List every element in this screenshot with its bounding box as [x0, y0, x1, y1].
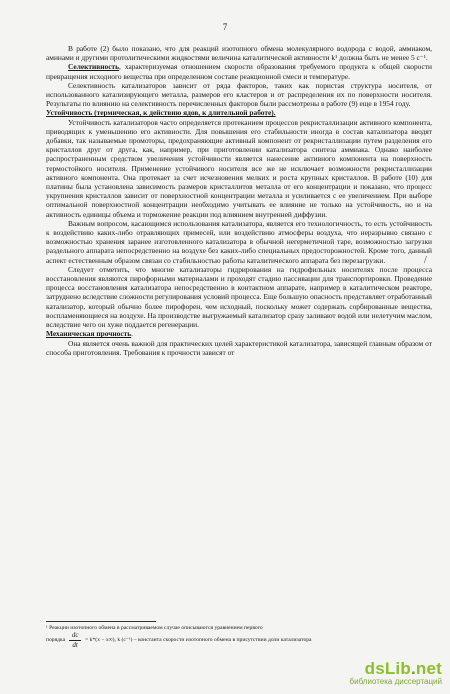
- fraction-denominator: dt: [72, 641, 78, 650]
- margin-checkmark-icon: /: [424, 255, 427, 266]
- footnote-line: ¹ Реакции изотопного обмена в рассматриваемом случае описываются уравнением первого: [46, 625, 263, 631]
- paragraph-text: В работе (2) было показано, что для реакций изотопного обмена молекулярного водорода с водой, аммиаком, аминами и другими протолитическими жидкостями величина каталитической активности k¹ должна быть не менее 5 с⁻¹.: [46, 44, 432, 63]
- paragraph-strength: [46, 339, 432, 357]
- paragraph-text: Следует отметить, что многие катализаторы гидрирования на гидрофильных носителях после процесса восстановления являются пирофорными материалами и проходят стадию пассивации для транспортировки. Проведение процесса восстановления катализатора непосредственно в контактном аппарате, например в каталитическом реакторе, затруднено вследствие сложности регулирования условий процесса. Еще большую опасность представляет отработанный катализатор, который обычно более пирофорен, чем исходный, поскольку может содержать сорбированные вещества, воспламеняющиеся на воздухе. На производстве выгружаемый катализатор сразу заливают водой или нелетучим маслом, вследствие чего он хуже поддается регенерации.: [46, 264, 432, 330]
- footnote: [46, 625, 432, 649]
- paragraph-text: , характеризуемая отношением скорости образования требуемого продукта к общей скорости превращения исходного вещества при определенном составе реакционной смеси и температуре.: [46, 62, 432, 81]
- logo-dot: .: [410, 659, 416, 678]
- paragraph-text: Селективность катализаторов зависит от ряда факторов, таких как пористая структура носителя, от использованного катализирующего металла, размеров его кластеров и от распределения их по поверхности носителя. Результаты по влиянию на селективность перечисленных факторов были рассмотрены в работе (9) еще в 1954 году.: [46, 80, 432, 109]
- paragraph-pyrophoric: [46, 265, 432, 329]
- paragraph-stability-heading: [46, 108, 432, 117]
- footnote-separator: [46, 621, 156, 622]
- section-heading-strength: Механическая прочность: [46, 329, 132, 339]
- logo-main: dsLib: [364, 659, 411, 678]
- page-number: 7: [222, 22, 228, 32]
- derivative-fraction: [69, 632, 81, 649]
- document-body: [46, 44, 432, 357]
- watermark-subtitle: библиотека диссертаций: [349, 677, 442, 686]
- fraction-numerator: dc: [71, 631, 79, 640]
- footnote-formula: [46, 632, 432, 649]
- paragraph-technology: [46, 219, 432, 265]
- section-heading-stability: Устойчивость (термическая, к действию ядов, к длительной работе).: [46, 108, 276, 118]
- paragraph-strength-heading: [46, 329, 432, 338]
- paragraph-stability-recrystallization: [46, 118, 432, 219]
- footnote-formula-text: = k*(x − x∞), k (с⁻¹) – константа скорости изотопного обмена в присутствии доли катализатора: [85, 637, 312, 644]
- section-heading-selectivity: Селективность: [68, 62, 120, 72]
- paragraph-text: .: [131, 329, 133, 339]
- logo-tld: net: [415, 659, 442, 678]
- watermark-logo: [350, 659, 442, 679]
- paragraph-text: Она является очень важной для практических целей характеристикой катализатора, зависящей главным образом от способа приготовления. Требования к прочности зависят от: [46, 338, 432, 357]
- watermark: [350, 659, 442, 686]
- paragraph-text: Важным вопросом, касающимся использования катализатора, является его технологичность, то есть устойчивость к воздействию каких-либо отравляющих примесей, или воздействию атмосферы воздуха, что неразрывно связано с возможностью хранения заранее изготовленного катализатора в обычной негерметичной таре, возможностью загрузки раздельного аппарата непосредственно на воздухе без каких-либо специальных предосторожностей. Кроме того, данный аспект естественным образом связан со стабильностью работы каталитического аппарата без перезагрузки.: [46, 218, 432, 265]
- paragraph-isotope-exchange: [46, 44, 432, 62]
- paragraph-text: Устойчивость катализаторов часто определяется протеканием процессов рекристаллизации активного компонента, приводящих к уменьшению его активности. Для повышения его стабильности иногда в состав катализатора вводят добавки, так называемые промоторы, предохраняющие активный компонент от рекристаллизации путем разделения его кристаллов друг от друга, как, например, при приготовлении катализатора синтеза аммиака. Однако наиболее распространенным средством увеличения устойчивости является нанесение активного компонента на поверхность термостойкого носителя. Применение устойчивого носителя все же не исключает возможности рекристаллизации активного компонента. Она протекает за счет исчезновения мелких и роста крупных кристаллов. В работе (10) для платины была установлена зависимость размеров кристаллитов металла от его концентрации и показано, что процесс укрупнения кристаллов зависит от поверхностной концентрации металла и усиливается с ее увеличением. При выборе оптимальной поверхностной концентрации необходимо учитывать ее влияние не только на устойчивость, но и на активность единицы объема и торможение реакции под влиянием внутренней диффузии.: [46, 117, 432, 219]
- paragraph-selectivity-definition: [46, 62, 432, 80]
- paragraph-selectivity-factors: [46, 81, 432, 109]
- footnote-prefix: порядка: [46, 637, 66, 644]
